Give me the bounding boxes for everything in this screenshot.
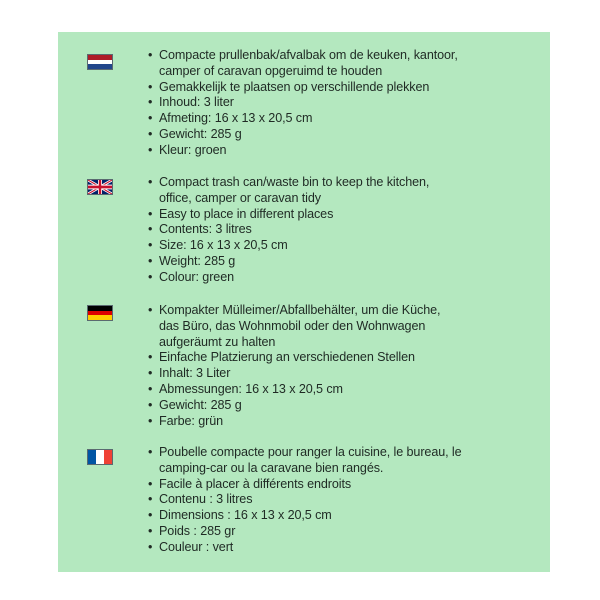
product-info-panel <box>58 32 550 572</box>
list-item: • Contents: 3 litres <box>148 222 429 238</box>
bullet-list-dutch <box>148 48 458 159</box>
list-item: • Inhoud: 3 liter <box>148 95 458 111</box>
list-item: • Gemakkelijk te plaatsen op verschillende plekken <box>148 80 458 96</box>
list-item: • Couleur : vert <box>148 540 462 556</box>
netherlands-flag-icon <box>87 54 113 70</box>
list-item: • Gewicht: 285 g <box>148 398 440 414</box>
list-item: • Farbe: grün <box>148 414 440 430</box>
list-item-text: • Kompakter Mülleimer/Abfallbehälter, um die Küche, <box>159 303 441 317</box>
list-item: • Weight: 285 g <box>148 254 429 270</box>
list-item-text: aufgeräumt zu halten <box>159 334 276 349</box>
list-item <box>148 48 458 80</box>
france-flag-icon <box>87 449 113 465</box>
list-item: • Dimensions : 16 x 13 x 20,5 cm <box>148 508 462 524</box>
list-item: • Inhalt: 3 Liter <box>148 366 440 382</box>
list-item-text: • Compacte prullenbak/afvalbak om de keuken, kantoor, <box>159 48 458 62</box>
list-item-text: • Compact trash can/waste bin to keep the kitchen, <box>159 175 430 189</box>
united-kingdom-flag-icon <box>87 179 113 195</box>
list-item: • Poids : 285 gr <box>148 524 462 540</box>
list-item: • Facile à placer à différents endroits <box>148 477 462 493</box>
list-item: • Einfache Platzierung an verschiedenen Stellen <box>148 350 440 366</box>
bullet-list-german <box>148 303 440 429</box>
list-item <box>148 303 440 350</box>
list-item-text: camping-car ou la caravane bien rangés. <box>159 460 384 475</box>
bullet-list-french <box>148 445 462 556</box>
list-item-text: das Büro, das Wohnmobil oder den Wohnwagen <box>159 318 426 333</box>
list-item-text: camper of caravan opgeruimd te houden <box>159 63 383 78</box>
bullet-list-english <box>148 175 429 286</box>
list-item: • Contenu : 3 litres <box>148 492 462 508</box>
list-item-text: office, camper or caravan tidy <box>159 190 321 205</box>
list-item: • Gewicht: 285 g <box>148 127 458 143</box>
list-item: • Size: 16 x 13 x 20,5 cm <box>148 238 429 254</box>
list-item: • Colour: green <box>148 270 429 286</box>
list-item: • Afmeting: 16 x 13 x 20,5 cm <box>148 111 458 127</box>
list-item <box>148 445 462 477</box>
list-item: • Abmessungen: 16 x 13 x 20,5 cm <box>148 382 440 398</box>
list-item: • Easy to place in different places <box>148 207 429 223</box>
list-item: • Kleur: groen <box>148 143 458 159</box>
germany-flag-icon <box>87 305 113 321</box>
list-item <box>148 175 429 207</box>
list-item-text: • Poubelle compacte pour ranger la cuisine, le bureau, le <box>159 445 462 459</box>
